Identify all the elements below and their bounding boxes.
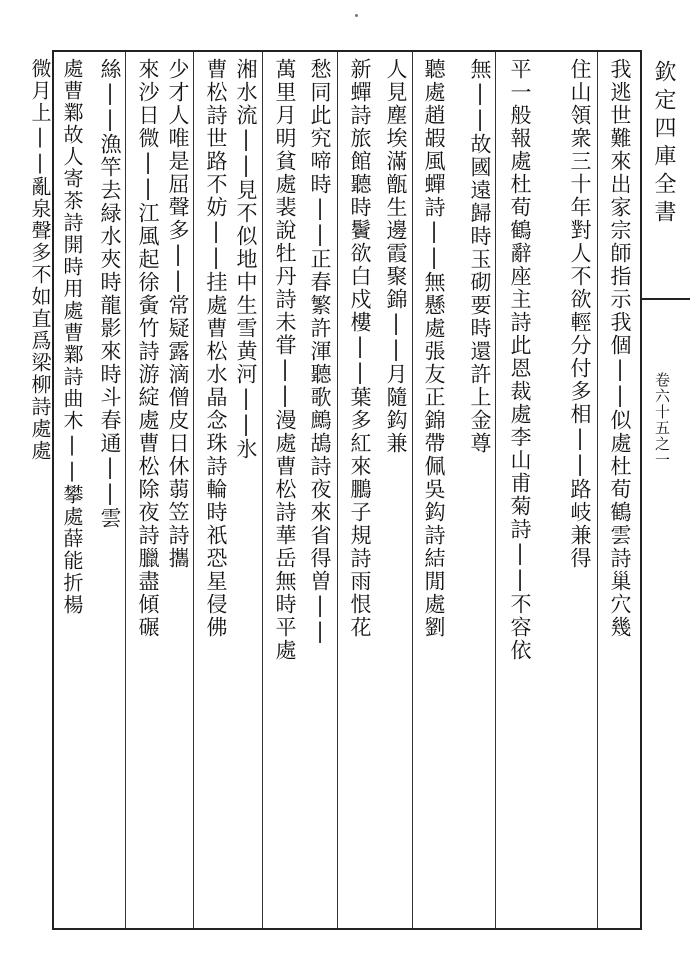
text-column-4: 無||故國遠歸時玉砌要時還許上金尊 [468,58,492,455]
margin-ear-title: 欽定四庫全書 [651,60,676,228]
fishtail-mark [642,298,690,300]
text-column-9: 萬里月明貧處裴說牡丹詩未甞||漫處曹松詩華岳無時平處 [273,58,297,662]
text-column-1: 我逃世難來出家宗師指示我個||似處杜荀鶴雲詩巢穴幾 [608,58,632,639]
text-column-16: 微月上||亂泉聲多不如直爲梁柳詩處處 [28,58,52,462]
text-column-3: 平一般報處杜荀鶴辭座主詩此恩裁處李山甫菊詩||不容依 [508,58,532,662]
frame-top-border [52,50,642,52]
ink-speck [355,14,358,17]
frame-bottom-border [52,928,642,930]
text-column-14: 絲||漁竿去緑水夾時龍影來時斗春通||雲 [98,58,122,530]
volume-label: 卷六十五之一 [653,372,671,468]
text-column-10: 湘水流||見不似地中生雪黄河||氷 [234,58,258,461]
text-column-6: 人見塵埃滿甑生邊霞聚錦||月隨鈎兼 [384,58,408,455]
text-column-13: 來沙日微||江風起徐夤竹詩游綻處曹松除夜詩臘盡傾碾 [136,58,160,639]
text-column-2: 住山領衆三十年對人不欲輕分付多相||路岐兼得 [568,58,592,570]
text-column-5: 聽處趙嘏風蟬詩||無懸處張友正錦帶佩吳鈎詩結閒處劉 [422,58,446,639]
text-column-12: 少才人唯是屈聲多||常疑露滴僧皮日休蒻笠詩攜 [166,58,190,570]
text-column-15: 處曹鄴故人寄茶詩開時用處曹鄴詩曲木||攀處薛能折楊 [60,58,84,616]
text-column-8: 愁同此究啼時||正春繁許渾聽歌鷓鴣詩夜來省得曽|| [308,58,332,645]
frame-right-border [640,50,642,930]
text-column-7: 新蟬詩旅館聽時鬢欲白戍樓||葉多紅來鵬子規詩雨恨花 [348,58,372,639]
text-column-11: 曹松詩世路不妨||挂處曹松水晶念珠詩輪時祇恐星侵佛 [204,58,228,639]
